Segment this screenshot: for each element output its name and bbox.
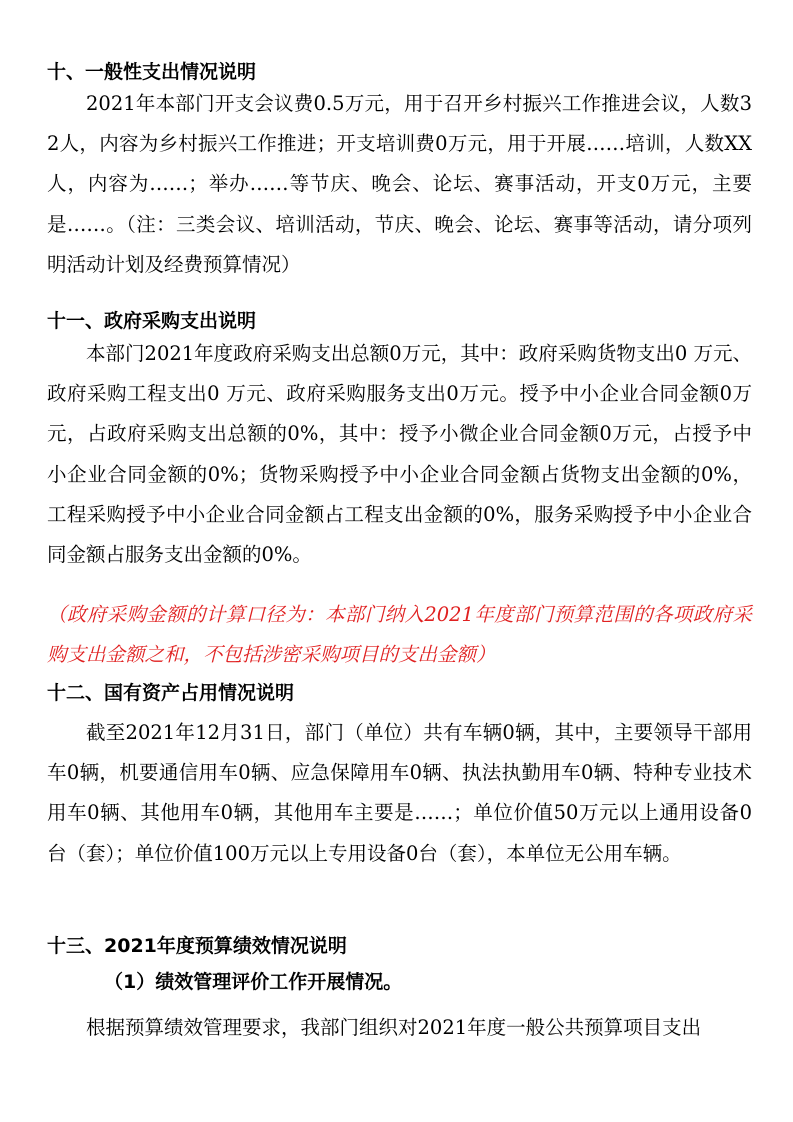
section-12-heading: 十二、国有资产占用情况说明 xyxy=(47,682,295,704)
section-13-subheading: （1）绩效管理评价工作开展情况。 xyxy=(104,971,403,993)
section-13-paragraph: 根据预算绩效管理要求，我部门组织对2021年度一般公共预算项目支出 xyxy=(86,1016,702,1039)
section-10-heading: 十、一般性支出情况说明 xyxy=(47,61,257,83)
section-11-note: （政府采购金额的计算口径为：本部门纳入2021年度部门预算范围的各项政府采购支出金额之和，不包括涉密采购项目的支出金额） xyxy=(47,603,752,667)
section-11-paragraph: 本部门2021年度政府采购支出总额0万元，其中：政府采购货物支出0 万元、政府采购工程支出0 万元、政府采购服务支出0万元。授予中小企业合同金额0万元，占政府采购支出总额的0%，其中：授予小微企业合同金额0万元，占授予中小企业合同金额的0%；货物采购授予中小企业合同金额占货物支出金额的0%，工程采购授予中小企业合同金额占工程支出金额的0%，服务采购授予中小企业合同金额占服务支出金额的0%。 xyxy=(47,342,752,567)
section-12-paragraph: 截至2021年12月31日，部门（单位）共有车辆0辆，其中，主要领导干部用车0辆，机要通信用车0辆、应急保障用车0辆、执法执勤用车0辆、特种专业技术用车0辆、其他用车0辆，其他用车主要是……；单位价值50万元以上通用设备0台（套）；单位价值100万元以上专用设备0台（套），本单位无公用车辆。 xyxy=(47,721,752,865)
section-10-paragraph: 2021年本部门开支会议费0.5万元，用于召开乡村振兴工作推进会议，人数32人，内容为乡村振兴工作推进；开支培训费0万元，用于开展……培训，人数XX人，内容为……；举办……等节庆、晚会、论坛、赛事活动，开支0万元，主要是……。（注：三类会议、培训活动，节庆、晚会、论坛、赛事等活动，请分项列明活动计划及经费预算情况） xyxy=(47,92,752,276)
section-11-heading: 十一、政府采购支出说明 xyxy=(47,310,257,332)
section-13-heading: 十三、2021年度预算绩效情况说明 xyxy=(47,935,347,957)
